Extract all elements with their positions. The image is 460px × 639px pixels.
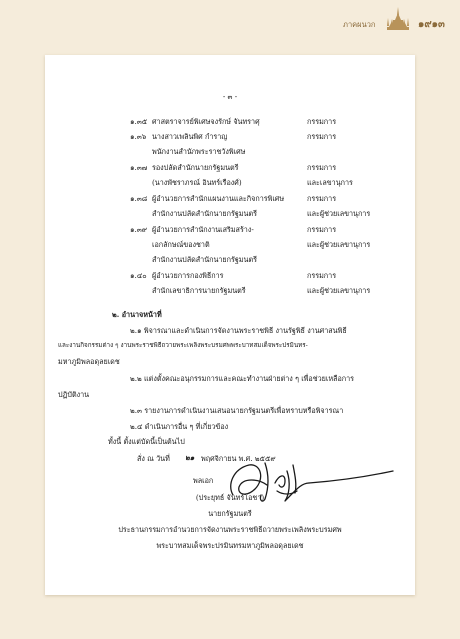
member-subrole: และผู้ช่วยเลขานุการ bbox=[307, 240, 371, 249]
royal-crematorium-emblem-icon bbox=[384, 6, 412, 34]
member-role: กรรมการ bbox=[307, 117, 337, 126]
duty-2-1-line: และงานกิจกรรมต่าง ๆ งานพระราชพิธีถวายพระเพลิงพระบรมศพพระบาทสมเด็จพระปรมินทร- bbox=[58, 342, 308, 349]
signer-title: นายกรัฐมนตรี bbox=[208, 509, 252, 518]
section-heading: ๒. อำนาจหน้าที่ bbox=[112, 310, 162, 319]
member-subtitle-2: สำนักงานปลัดสำนักนายกรัฐมนตรี bbox=[152, 255, 257, 264]
effective-clause: ทั้งนี้ ตั้งแต่บัดนี้เป็นต้นไป bbox=[108, 437, 185, 446]
member-name: รองปลัดสำนักนายกรัฐมนตรี bbox=[152, 163, 239, 172]
member-role: กรรมการ bbox=[307, 225, 337, 234]
duty-2-1-line: มหาภูมิพลอดุลยเดช bbox=[58, 357, 120, 366]
member-number: ๑.๓๖ bbox=[130, 132, 147, 141]
duty-2-2-line: ปฏิบัติงาน bbox=[58, 390, 90, 399]
member-number: ๑.๔๐ bbox=[130, 271, 147, 280]
member-role: กรรมการ bbox=[307, 194, 337, 203]
order-date-day: ๒๑ bbox=[185, 453, 195, 462]
member-name: นางสาวเพลินพิศ กำราญ bbox=[152, 132, 228, 141]
member-name: ศาสตราจารย์พิเศษจงรักษ์ จันทราศุ bbox=[152, 117, 260, 126]
member-role: กรรมการ bbox=[307, 163, 337, 172]
member-number: ๑.๓๗ bbox=[130, 163, 148, 172]
member-name: ผู้อำนวยการกองพิธีการ bbox=[152, 271, 224, 280]
member-role: กรรมการ bbox=[307, 271, 337, 280]
duty-2-4: ๒.๔ ดำเนินการอื่น ๆ ที่เกี่ยวข้อง bbox=[130, 422, 229, 431]
member-subrole: และผู้ช่วยเลขานุการ bbox=[307, 286, 371, 295]
signer-name: (ประยุทธ์ จันทร์โอชา) bbox=[195, 493, 265, 502]
order-date-prefix: สั่ง ณ วันที่ bbox=[137, 454, 170, 463]
order-date-rest: พฤศจิกายน พ.ศ. ๒๕๕๙ bbox=[201, 454, 276, 463]
member-subtitle: พนักงานสำนักพระราชวังพิเศษ bbox=[152, 147, 246, 156]
chair-title-line-1: ประธานกรรมการอำนวยการจัดงานพระราชพิธีถวายพระเพลิงพระบรมศพ bbox=[118, 525, 342, 534]
member-number: ๑.๓๕ bbox=[130, 117, 148, 126]
member-name: ผู้อำนวยการสำนักแผนงานและกิจการพิเศษ bbox=[152, 194, 285, 203]
document-page bbox=[45, 55, 415, 595]
member-subtitle: เอกลักษณ์ของชาติ bbox=[152, 240, 210, 249]
member-role: กรรมการ bbox=[307, 132, 337, 141]
member-subtitle: (นางพัชราภรณ์ อินทร์เรืองศ์) bbox=[152, 178, 242, 187]
member-subrole: และผู้ช่วยเลขานุการ bbox=[307, 209, 371, 218]
page-header bbox=[0, 0, 460, 40]
section-label: ภาคผนวก bbox=[343, 20, 376, 29]
member-number: ๑.๓๙ bbox=[130, 225, 148, 234]
member-subrole: และเลขานุการ bbox=[307, 178, 353, 187]
duty-2-2-line: ๒.๒ แต่งตั้งคณะอนุกรรมการและคณะทำงานฝ่ายต่าง ๆ เพื่อช่วยเหลือการ bbox=[130, 374, 355, 383]
page-number: ๑๙๑๓ bbox=[418, 19, 445, 30]
duty-2-3: ๒.๓ รายงานการดำเนินงานเสนอนายกรัฐมนตรีเพื่อทราบหรือพิจารณา bbox=[130, 406, 344, 415]
signer-rank: พลเอก bbox=[193, 476, 214, 485]
member-subtitle: สำนักงานปลัดสำนักนายกรัฐมนตรี bbox=[152, 209, 257, 218]
duty-2-1-line: ๒.๑ พิจารณาและดำเนินการจัดงานพระราชพิธี งานรัฐพิธี งานศาสนพิธี bbox=[130, 326, 347, 335]
chair-title-line-2: พระบาทสมเด็จพระปรมินทรมหาภูมิพลอดุลยเดช bbox=[156, 541, 304, 550]
handwritten-signature bbox=[225, 455, 395, 515]
member-subtitle: สำนักเลขาธิการนายกรัฐมนตรี bbox=[152, 286, 246, 295]
page-marker: - ๓ - bbox=[222, 92, 238, 101]
member-name: ผู้อำนวยการสำนักงานเสริมสร้าง- bbox=[152, 225, 254, 234]
member-number: ๑.๓๘ bbox=[130, 194, 148, 203]
